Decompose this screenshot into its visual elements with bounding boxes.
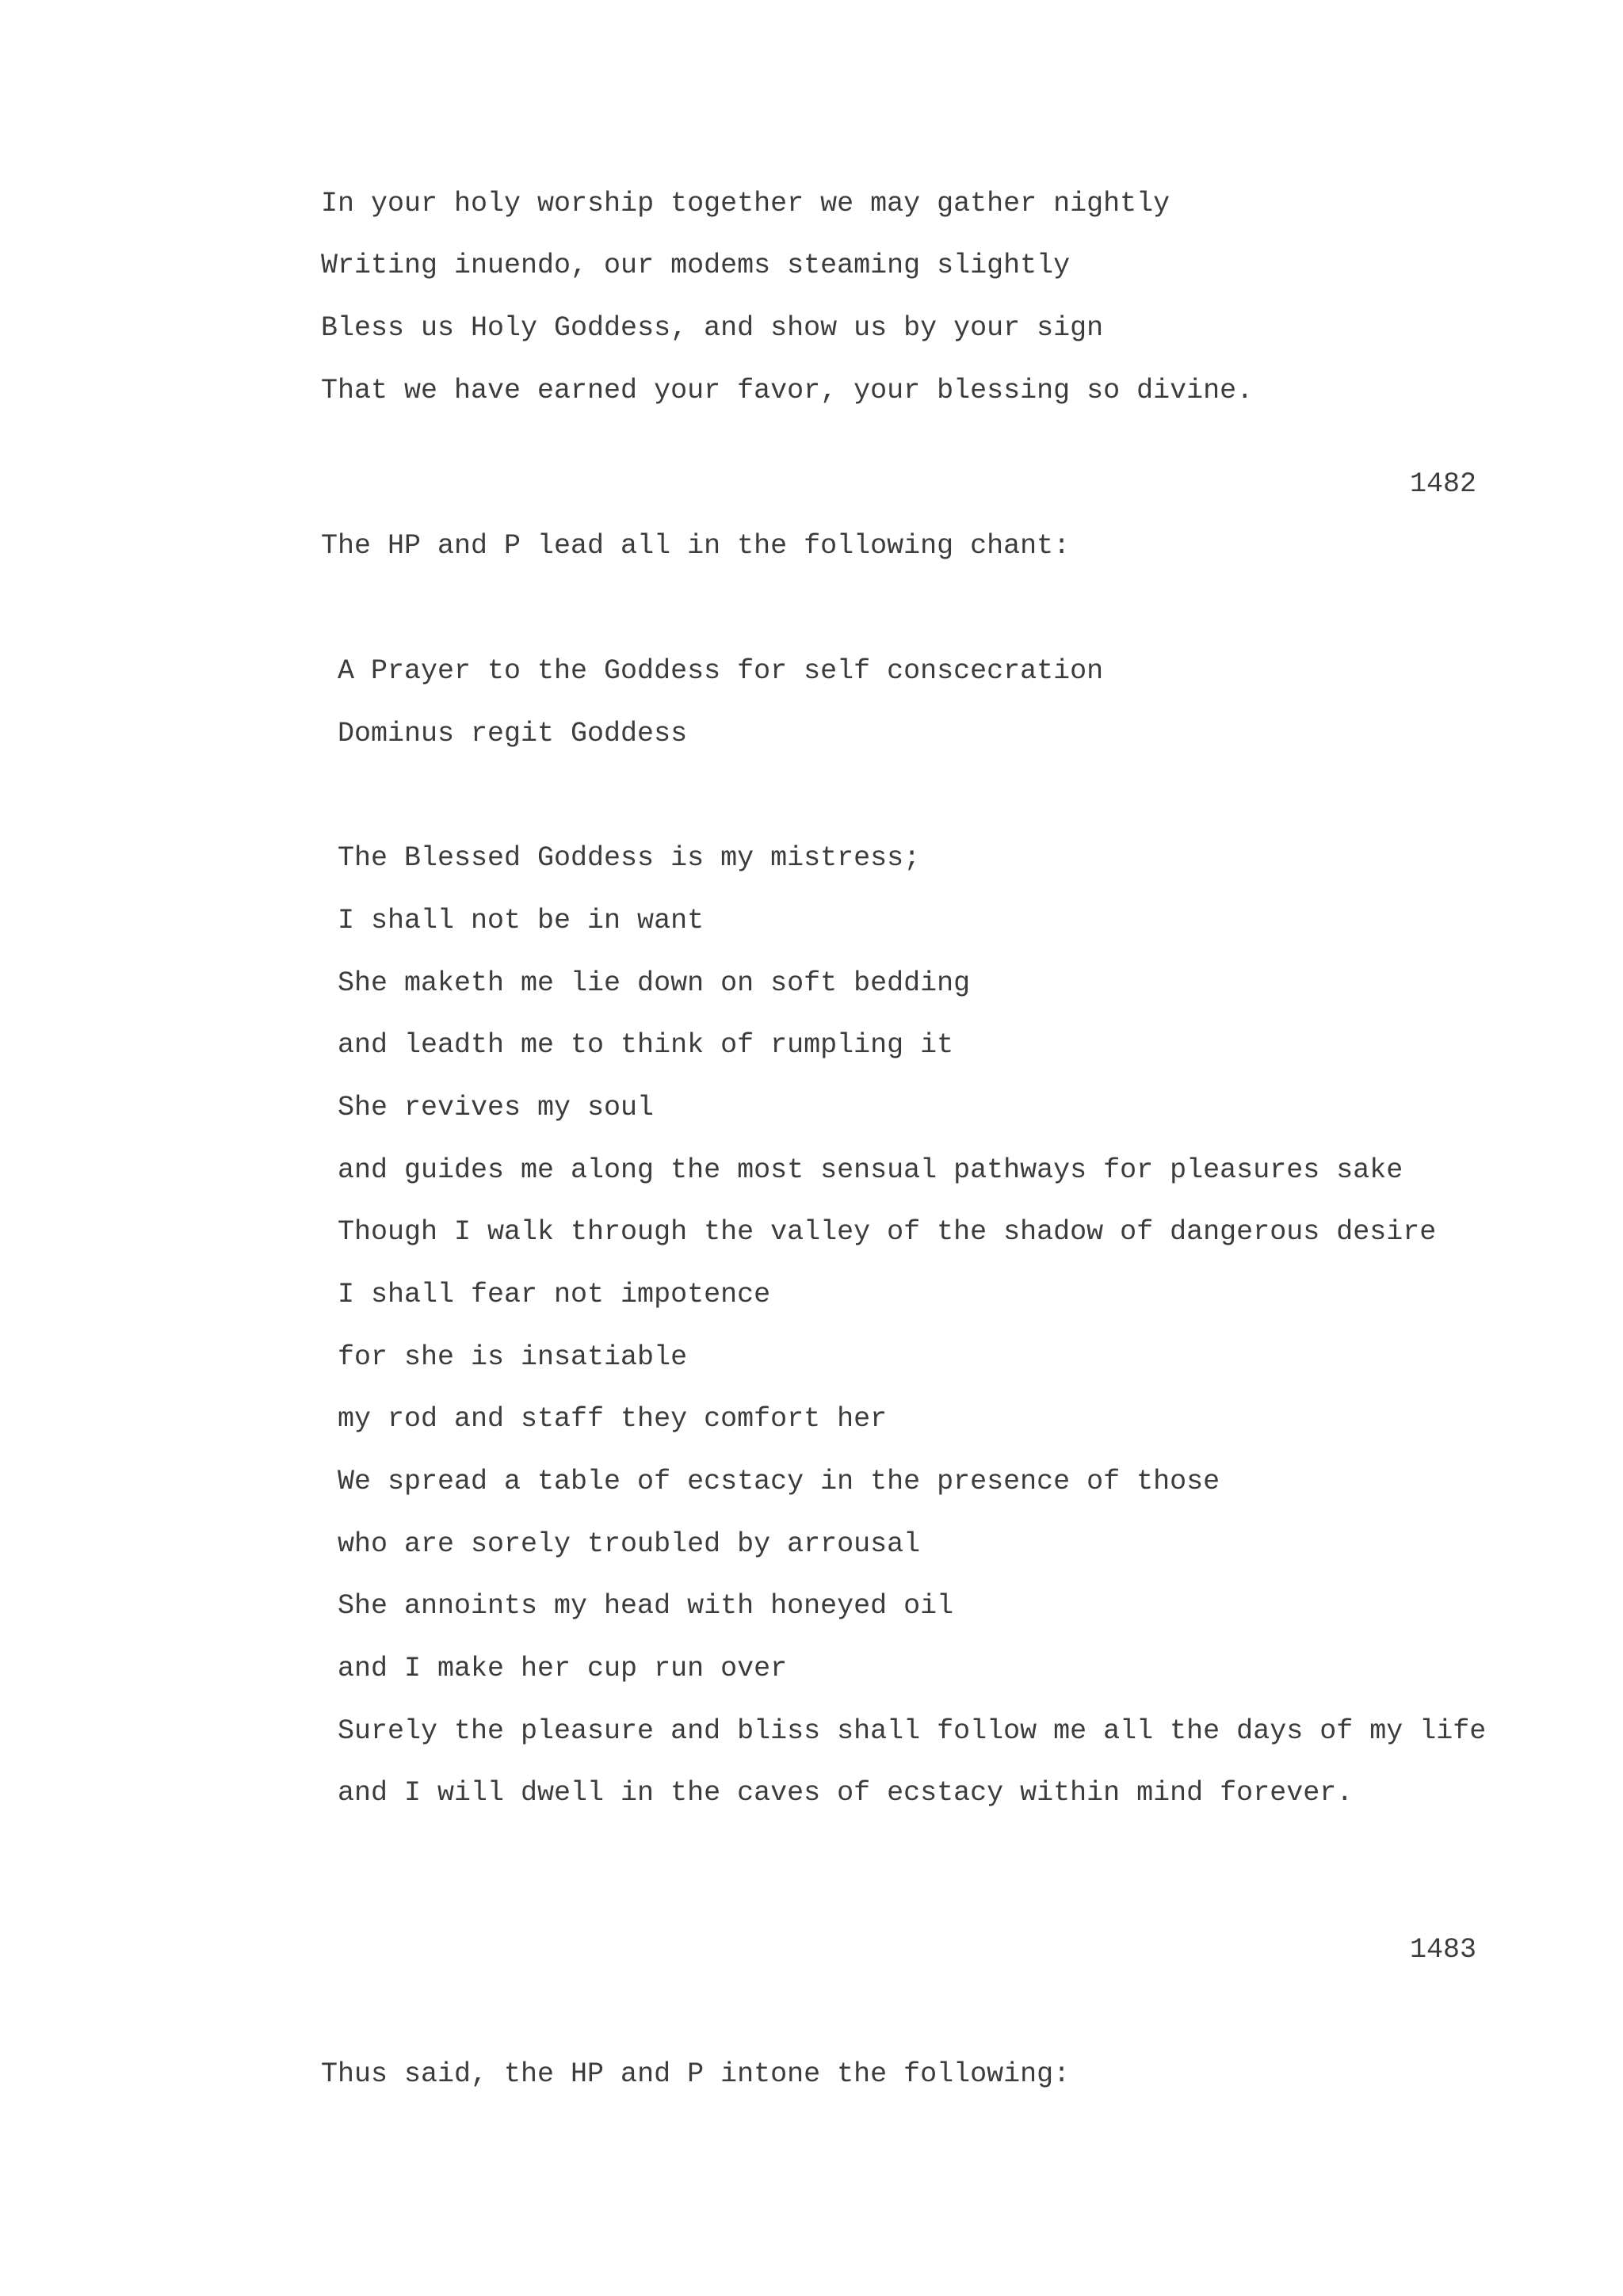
- chant-intro: The HP and P lead all in the following chant:: [321, 530, 1071, 562]
- prayer-line: my rod and staff they comfort her: [338, 1403, 888, 1435]
- verse-line: That we have earned your favor, your blessing so divine.: [321, 375, 1254, 406]
- prayer-line: and I will dwell in the caves of ecstacy within mind forever.: [338, 1777, 1354, 1809]
- prayer-line: She revives my soul: [338, 1092, 655, 1123]
- page-number: 1482: [1409, 468, 1476, 500]
- prayer-line: She annoints my head with honeyed oil: [338, 1590, 954, 1622]
- verse-line: Bless us Holy Goddess, and show us by your sign: [321, 312, 1104, 344]
- prayer-line: The Blessed Goddess is my mistress;: [338, 842, 921, 874]
- prayer-line: I shall not be in want: [338, 905, 705, 936]
- prayer-title: A Prayer to the Goddess for self conscecration: [338, 655, 1104, 687]
- prayer-subtitle: Dominus regit Goddess: [338, 718, 688, 749]
- prayer-line: who are sorely troubled by arrousal: [338, 1528, 921, 1560]
- prayer-line: We spread a table of ecstacy in the presence of those: [338, 1466, 1220, 1497]
- page-number: 1483: [1409, 1934, 1476, 1966]
- prayer-line: and guides me along the most sensual pathways for pleasures sake: [338, 1154, 1403, 1186]
- prayer-line: for she is insatiable: [338, 1341, 688, 1373]
- verse-line: In your holy worship together we may gather nightly: [321, 188, 1170, 219]
- verse-line: Writing inuendo, our modems steaming slightly: [321, 250, 1071, 281]
- prayer-line: Though I walk through the valley of the shadow of dangerous desire: [338, 1216, 1437, 1248]
- prayer-line: and leadth me to think of rumpling it: [338, 1029, 954, 1061]
- closing-intro: Thus said, the HP and P intone the following:: [321, 2058, 1071, 2090]
- prayer-line: Surely the pleasure and bliss shall follow me all the days of my life: [338, 1715, 1487, 1747]
- prayer-line: and I make her cup run over: [338, 1653, 788, 1684]
- prayer-line: She maketh me lie down on soft bedding: [338, 967, 971, 999]
- prayer-line: I shall fear not impotence: [338, 1279, 771, 1310]
